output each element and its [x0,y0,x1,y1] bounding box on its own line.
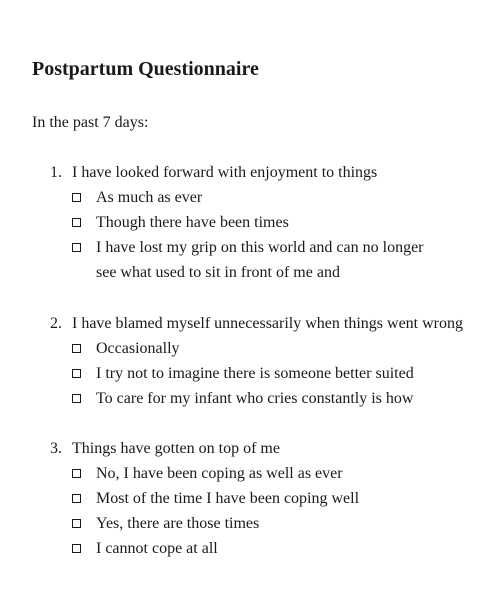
checkbox[interactable] [72,394,81,403]
question-header [0,311,480,336]
option-label: As much as ever [96,189,203,206]
question-number: 3. [50,440,62,457]
checkbox[interactable] [72,218,81,227]
page-title: Postpartum Questionnaire [32,58,259,80]
option-label: I try not to imagine there is someone better suited [96,365,414,382]
question-3 [0,436,480,561]
checkbox[interactable] [72,369,81,378]
answer-option[interactable] [0,185,480,210]
option-label: No, I have been coping as well as ever [96,465,343,482]
intro-text: In the past 7 days: [32,114,149,131]
question-number: 1. [50,164,62,181]
checkbox[interactable] [72,193,81,202]
question-2 [0,311,480,411]
option-label: Though there have been times [96,214,289,231]
question-header [0,160,480,185]
question-text: I have looked forward with enjoyment to things [72,164,378,181]
answer-option[interactable] [0,210,480,235]
checkbox[interactable] [72,469,81,478]
option-label: Yes, there are those times [96,515,260,532]
answer-option[interactable] [0,536,480,561]
checkbox[interactable] [72,243,81,252]
question-header [0,436,480,461]
option-label: I have lost my grip on this world and can no longer see what used to sit in front of me and [96,239,424,281]
checkbox[interactable] [72,494,81,503]
answer-option[interactable] [0,336,480,361]
answer-option[interactable] [0,386,480,411]
answer-option[interactable] [0,461,480,486]
question-text: Things have gotten on top of me [72,440,280,457]
answer-option[interactable] [0,235,480,285]
question-text: I have blamed myself unnecessarily when things went wrong [72,315,464,332]
checkbox[interactable] [72,544,81,553]
answer-option[interactable] [0,361,480,386]
checkbox[interactable] [72,519,81,528]
answer-option[interactable] [0,511,480,536]
question-1 [0,160,480,285]
checkbox[interactable] [72,344,81,353]
answer-option[interactable] [0,486,480,511]
question-number: 2. [50,315,62,332]
option-label: I cannot cope at all [96,540,218,557]
option-label: Most of the time I have been coping well [96,490,360,507]
option-label: Occasionally [96,340,180,357]
option-label: To care for my infant who cries constantly is how [96,390,414,407]
